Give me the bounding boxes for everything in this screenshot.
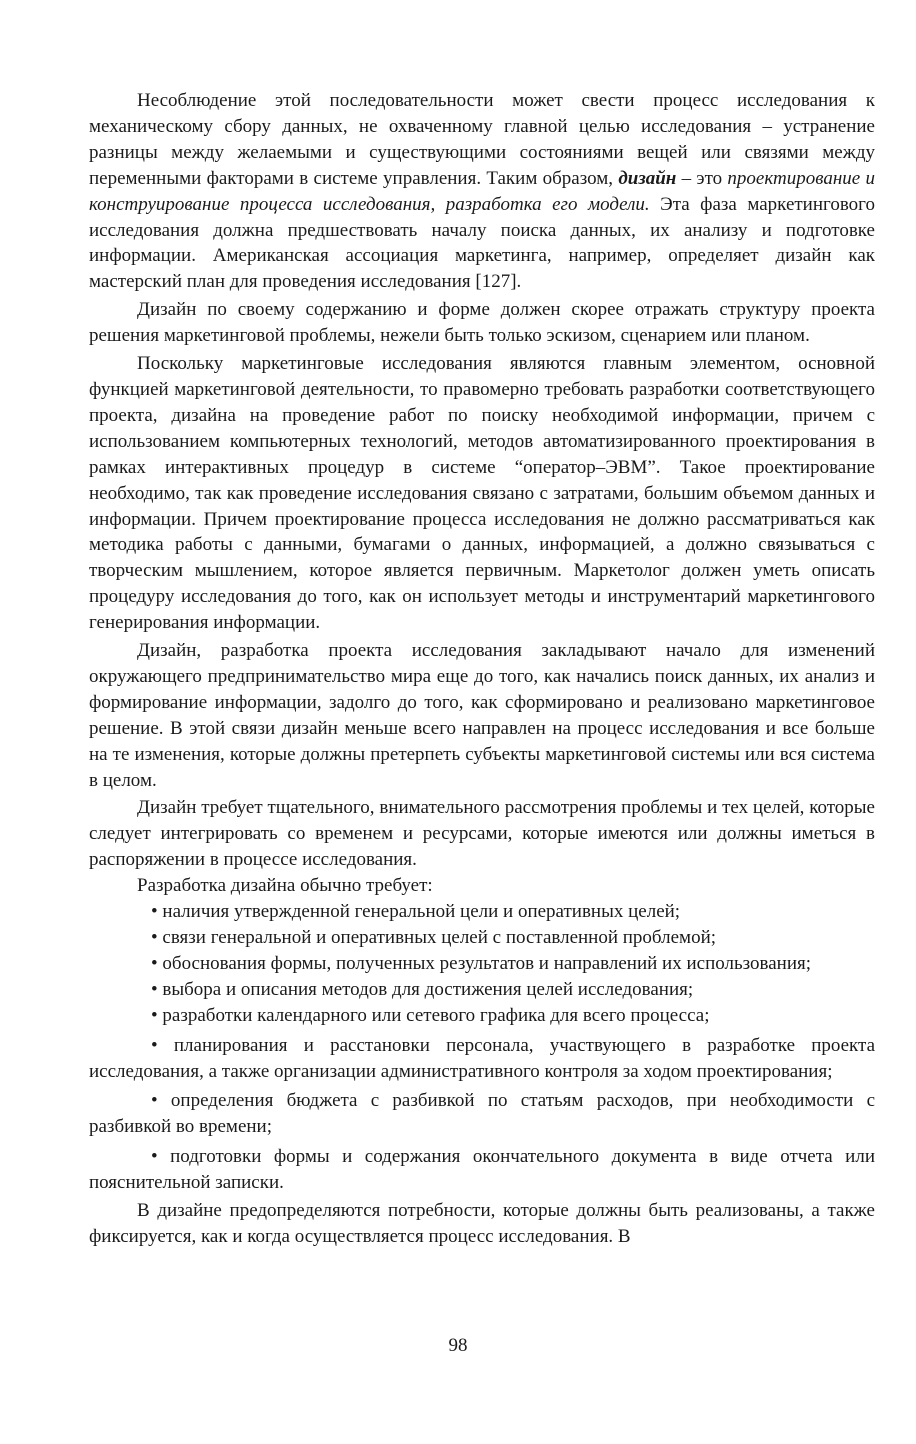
paragraph-text: – это bbox=[676, 167, 728, 189]
list-item: • наличия утвержденной генеральной цели и оперативных целей; bbox=[89, 899, 875, 925]
list-item: • разработки календарного или сетевого графика для всего процесса; bbox=[89, 1003, 875, 1029]
list-item: • определения бюджета с разбивкой по статьям расходов, при необходимости с разбивкой во времени; bbox=[89, 1088, 875, 1140]
page-number: 98 bbox=[448, 1335, 468, 1356]
list-item: • связи генеральной и оперативных целей с поставленной проблемой; bbox=[89, 925, 875, 951]
paragraph-text: Несоблюдение этой последовательности может свести процесс исследования к механическому сбору данных, не охваченному главной целью исследования – устранение разницы между желаемыми и существующими состояниями вещей или связями между переменными факторами в системе управления. Таким образом, bbox=[89, 90, 875, 189]
paragraph bbox=[89, 88, 875, 295]
definition-italic: проектирование и конструирование процесса исследования, разработка его модели. bbox=[89, 167, 875, 215]
body-text bbox=[89, 88, 875, 1250]
paragraph: Дизайн требует тщательного, внимательного рассмотрения проблемы и тех целей, которые следует интегрировать со временем и ресурсами, которые имеются или должны иметься в распоряжении в процессе исследования. bbox=[89, 797, 875, 871]
list-item: • подготовки формы и содержания окончательного документа в виде отчета или пояснительной записки. bbox=[89, 1144, 875, 1196]
requirements-list bbox=[89, 899, 875, 1196]
term-emphasis: дизайн bbox=[618, 167, 677, 189]
list-item: • выбора и описания методов для достижения целей исследования; bbox=[89, 977, 875, 1003]
list-item: • обоснования формы, полученных результатов и направлений их использования; bbox=[89, 951, 875, 977]
paragraph: Дизайн, разработка проекта исследования закладывают начало для изменений окружающего предпринимательство мира еще до того, как начались поиск данных, их анализ и формирование информации, задолго до того, как сформировано и реализовано маркетинговое решение. В этой связи дизайн меньше всего направлен на процесс исследования и все больше на те изменения, которые должны претерпеть субъекты маркетинговой системы или вся система в целом. bbox=[89, 640, 875, 791]
paragraph: Поскольку маркетинговые исследования являются главным элементом, основной функцией маркетинговой деятельности, то правомерно требовать разработки соответствующего проекта, дизайна на проведение работ по поиску необходимой информации, причем с использованием компьютерных технологий, методов автоматизированного проектирования в рамках интерактивных процедур в системе “оператор–ЭВМ”. Такое проектирование необходимо, так как проведение исследования связано с затратами, большим объемом данных и информации. Причем проектирование процесса исследования не должно рассматриваться как методика работы с данными, бумагами о данных, информацией, а должно связываться с творческим мышлением, которое является первичным. Маркетолог должен уметь описать процедуру исследования до того, как он использует методы и инструментарий маркетингового генерирования информации. bbox=[89, 353, 875, 634]
list-intro: Разработка дизайна обычно требует: bbox=[137, 875, 433, 897]
paragraph: Дизайн по своему содержанию и форме должен скорее отражать структуру проекта решения маркетинговой проблемы, нежели быть только эскизом, сценарием или планом. bbox=[89, 299, 875, 347]
paragraph-text: Эта фаза маркетингового исследования должна предшествовать началу поиска данных, их анализу и подготовке информации. Американская ассоциация маркетинга, например, определяет дизайн как мастерский план для проведения исследования [127]. bbox=[89, 193, 875, 293]
list-item: • планирования и расстановки персонала, участвующего в разработке проекта исследования, а также организации административного контроля за ходом проектирования; bbox=[89, 1033, 875, 1085]
closing-paragraph: В дизайне предопределяются потребности, которые должны быть реализованы, а также фиксируется, как и когда осуществляется процесс исследования. В bbox=[89, 1200, 875, 1247]
